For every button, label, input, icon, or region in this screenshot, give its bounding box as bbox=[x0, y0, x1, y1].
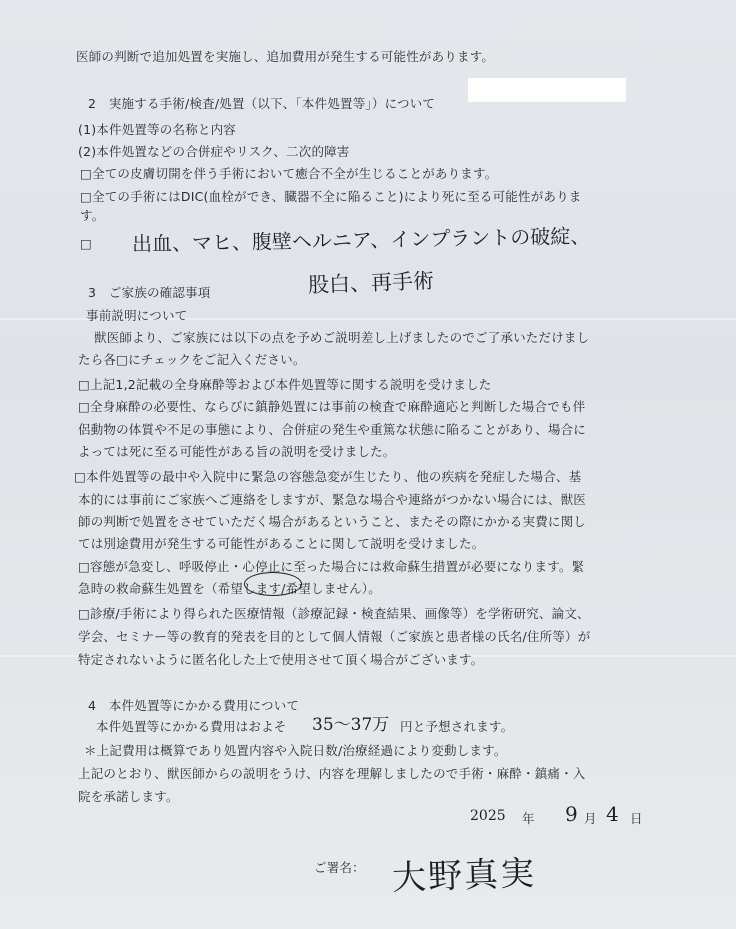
redaction-box bbox=[468, 78, 626, 102]
handwritten-risk-checkbox: □ bbox=[80, 236, 93, 251]
body-line: 侶動物の体質や不足の事態により、合併症の発生や重篤な状態に陥ることがあり、場合に bbox=[78, 422, 587, 437]
handwritten-complications: 出血、マヒ、腹壁ヘルニア、インプラントの破綻、 bbox=[131, 224, 591, 256]
body-line: よっては死に至る可能性がある旨の説明を受けました。 bbox=[78, 444, 396, 459]
handwritten-day: 4 bbox=[606, 802, 619, 826]
section-2-item-1: (1)本件処置等の名称と内容 bbox=[78, 122, 237, 137]
risk-checkbox-line-cont: す。 bbox=[80, 208, 105, 223]
cost-line-prefix: 本件処置等にかかる費用はおよそ bbox=[96, 719, 287, 734]
body-line: 学会、セミナー等の教育的発表を目的として個人情報（ご家族と患者様の氏名/住所等）が bbox=[78, 629, 591, 644]
risk-checkbox-line: □全ての皮膚切開を伴う手術において癒合不全が生じることがあります。 bbox=[80, 166, 498, 181]
body-line: 師の判断で処置をさせていただく場合があるということ、またその際にかかる実費に関し bbox=[78, 514, 587, 529]
body-line: たら各□にチェックをご記入ください。 bbox=[78, 352, 306, 367]
day-label: 日 bbox=[630, 811, 643, 826]
resuscitation-choice-line: 急時の救命蘇生処置を（希望します/希望しません）。 bbox=[78, 581, 381, 596]
handwritten-cost: 35〜37万 bbox=[312, 715, 390, 735]
month-label: 月 bbox=[584, 811, 597, 826]
circled-option-mark bbox=[244, 572, 302, 596]
checkbox-line: □上記1,2記載の全身麻酔等および本件処置等に関する説明を受けました bbox=[78, 377, 492, 392]
handwritten-signature: 大野真実 bbox=[391, 853, 537, 899]
handwritten-complications: 股白、再手術 bbox=[307, 268, 435, 298]
cost-note: ＊上記費用は概算であり処置内容や入院日数/治療経過により変動します。 bbox=[84, 743, 507, 758]
section-3-heading: 3 ご家族の確認事項 bbox=[88, 285, 211, 300]
handwritten-month: 9 bbox=[565, 802, 578, 826]
checkbox-line: □本件処置等の最中や入院中に緊急の容態急変が生じたり、他の疾病を発症した場合、基 bbox=[74, 469, 582, 484]
handwritten-year: 2025 bbox=[470, 808, 506, 824]
section-2-item-2: (2)本件処置などの合併症やリスク、二次的障害 bbox=[78, 144, 350, 159]
risk-checkbox-line: □全ての手術にはDIC(血栓ができ、臓器不全に陥ること)により死に至る可能性がありま bbox=[80, 189, 582, 204]
body-line: ては別途費用が発生する可能性があることに関して説明を受けました。 bbox=[78, 536, 485, 551]
body-line: 特定されないように匿名化した上で使用させて頂く場合がございます。 bbox=[78, 652, 484, 667]
signature-label: ご署名： bbox=[314, 860, 365, 875]
agreement-line: 上記のとおり、獣医師からの説明をうけ、内容を理解しましたので手術・麻酔・鎮痛・入 bbox=[78, 766, 586, 781]
year-label: 年 bbox=[522, 811, 535, 826]
section-2-heading: 2 実施する手術/検査/処置（以下、「本件処置等」）について bbox=[88, 96, 436, 111]
intro-line: 医師の判断で追加処置を実施し、追加費用が発生する可能性があります。 bbox=[76, 49, 495, 64]
checkbox-line: □容態が急変し、呼吸停止・心停止に至った場合には救命蘇生措置が必要になります。緊 bbox=[78, 559, 585, 574]
agreement-line: 院を承諾します。 bbox=[78, 789, 179, 804]
body-line: 本的には事前にご家族へご連絡をしますが、緊急な場合や連絡がつかない場合には、獣医 bbox=[78, 492, 587, 507]
checkbox-line: □診療/手術により得られた医療情報（診療記録・検査結果、画像等）を学術研究、論文、 bbox=[78, 606, 590, 621]
checkbox-line: □全身麻酔の必要性、ならびに鎮静処置には事前の検査で麻酔適応と判断した場合でも伴 bbox=[78, 399, 586, 414]
cost-line-suffix: 円と予想されます。 bbox=[400, 719, 514, 734]
body-line: 獣医師より、ご家族には以下の点を予めご説明差し上げましたのでご了承いただけまし bbox=[94, 330, 590, 345]
section-4-heading: 4 本件処置等にかかる費用について bbox=[88, 698, 300, 713]
prior-explanation-heading: 事前説明について bbox=[86, 308, 188, 323]
